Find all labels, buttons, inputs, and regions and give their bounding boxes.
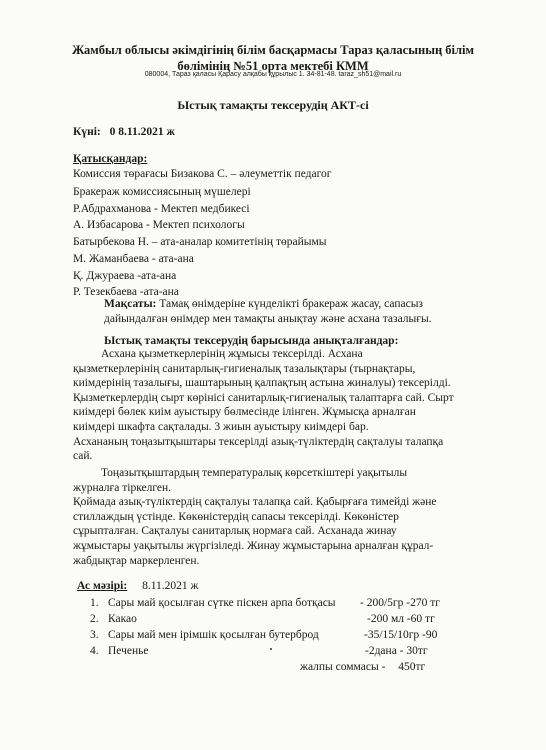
menu-date: 8.11.2021 ж (142, 580, 199, 592)
menu-item-name: Сары май қосылған сүтке піскен арпа ботқасы (108, 597, 336, 609)
menu-item-name: Какао (108, 613, 137, 625)
findings-paragraph-1 (73, 347, 533, 464)
participant-line: Р.Абдрахманова - Мектеп медбикесі (73, 203, 250, 215)
findings-line: киімдері шкафта сақталады. 3 жиын ауыстыру киімдері бар. (73, 420, 369, 433)
participant-line: Комиссия төрағасы Бизакова С. – әлеуметтік педагог (73, 168, 332, 180)
findings-line: Тоңазытқыштардың температуралық көрсеткіштері уақытылы (101, 467, 408, 479)
ink-speck (270, 648, 272, 650)
purpose-text-1: Тамақ өнімдеріне күнделікті бракераж жасау, сапасыз (156, 298, 423, 310)
org-line-1: Жамбыл облысы әкімдігінің білім басқармасы Тараз қаласының білім (71, 43, 475, 57)
findings-line: Қоймада азық-түліктердің сақталуы талапқа сай. Қабырғаға тимейді және (73, 496, 437, 509)
date-line (73, 126, 175, 138)
purpose-label: Мақсаты: (104, 298, 157, 310)
participant-line: Қ. Джураева -ата-ана (73, 270, 177, 282)
menu-item-number: 1. (90, 597, 99, 609)
findings-line: жабдықтар маркерленген. (73, 554, 200, 567)
menu-heading (77, 580, 198, 592)
findings-line: қызметкерлерінің санитарлық-гигиеналық тазалықтары (тырнақтары, (73, 362, 416, 375)
date-label: Күні: (73, 126, 101, 138)
menu-total-value: 450тг (398, 661, 426, 673)
findings-line: киімдері бөлек киім ауыстыру бөлмесінде ілінген. Жұмысқа арналған (73, 406, 416, 419)
participants-heading: Қатысқандар: (73, 153, 148, 165)
menu-total (300, 661, 425, 673)
findings-line: Қызметкерлердің сырт көрінісі санитарлық-гигиеналық талаптарға сай. Сырт (73, 391, 454, 404)
findings-line: стиллаждың үстінде. Көкөністердің сапасы тексерілді. Көкөністер (73, 510, 399, 523)
menu-item-name: Сары май мен ірімшік қосылған бутерброд (108, 629, 319, 641)
findings-line: сұрыпталған. Сақталуы санитарлық нормаға сай. Асханада жинау (73, 525, 397, 538)
menu-item-amount: - 200/5гр -270 тг (360, 597, 440, 609)
menu-total-label: жалпы соммасы - (300, 661, 386, 673)
participant-line: А. Избасарова - Мектеп психологы (73, 219, 245, 231)
menu-item-number: 4. (90, 645, 99, 657)
participant-line: Батырбекова Н. – ата-аналар комитетінің төрайымы (73, 236, 327, 248)
menu-item-name: Печенье (108, 645, 149, 657)
menu-item-number: 2. (90, 613, 99, 625)
participant-line: М. Жаманбаева - ата-ана (73, 253, 194, 265)
findings-line: сай. (73, 450, 93, 463)
date-value: 0 8.11.2021 ж (109, 126, 175, 138)
purpose-paragraph (104, 297, 524, 326)
menu-label: Ас мәзірі: (77, 580, 128, 592)
document-title: Ыстық тамақты тексерудің АКТ-сі (177, 98, 369, 112)
findings-line: жұмыстары уақытылы жүргізіледі. Жинау жұмыстарына арналған құрал- (73, 539, 434, 552)
findings-paragraph-2 (73, 466, 533, 568)
findings-line: журналға тіркелген. (73, 481, 172, 494)
menu-item-amount: -200 мл -60 тг (367, 613, 435, 625)
findings-line: Асхананың тоңазытқыштары тексерілді азық-түліктердің сақталуы талапқа (73, 435, 444, 448)
purpose-text-2: дайындалған өнімдер мен тамақты анықтау және асхана тазалығы. (104, 312, 432, 325)
findings-line: Асхана қызметкерлерінің жұмысы тексерілді. Асхана (101, 348, 363, 360)
menu-item-amount: -2дана - 30тг (365, 645, 428, 657)
findings-heading: Ыстық тамақты тексерудің барысында анықталғандар: (104, 335, 399, 347)
menu-item-amount: -35/15/10гр -90 (364, 629, 438, 641)
participant-line: Бракераж комиссиясының мүшелері (73, 186, 251, 198)
menu-item-number: 3. (90, 629, 99, 641)
participant-line: Р. Тезекбаева -ата-ана (73, 286, 179, 298)
address-line: 080004, Тараз қаласы Қарасу алқабы құрылыс 1. 34-81-48. taraz_sh51@mail.ru (144, 71, 402, 78)
organization-header (40, 42, 506, 74)
findings-line: киімдерінің тазалығы, шаштарының қалпақтың астына жиналуы) тексерілді. (73, 377, 451, 390)
org-line-2: бөлімінің №51 орта мектебі КММ (177, 59, 369, 73)
